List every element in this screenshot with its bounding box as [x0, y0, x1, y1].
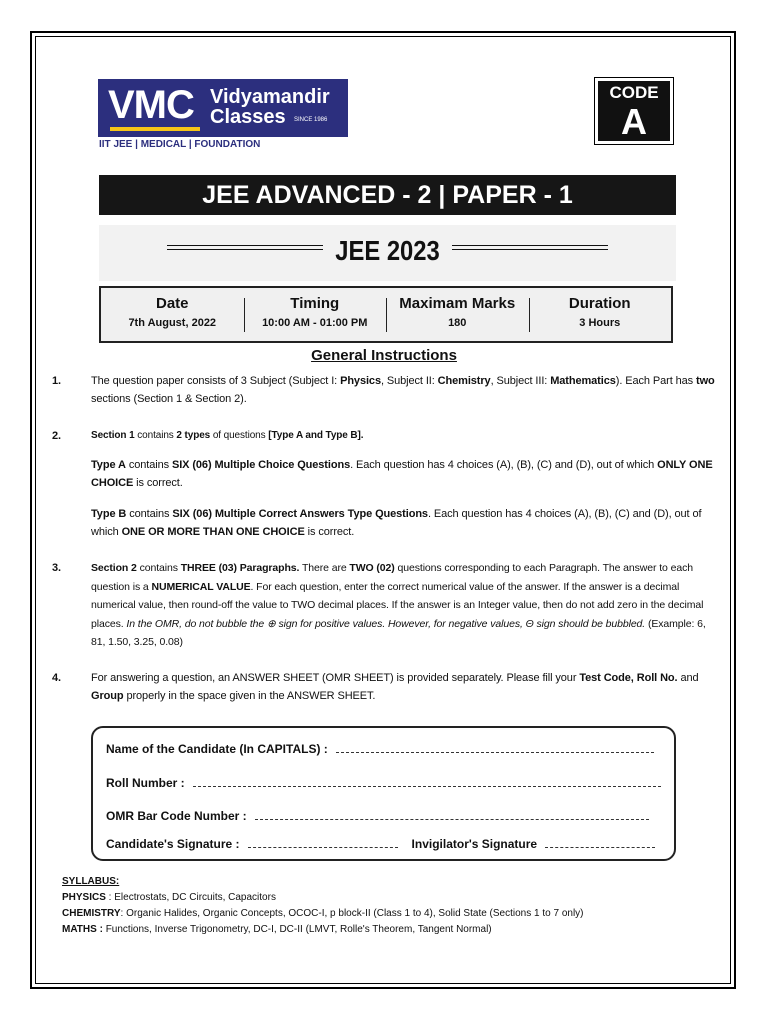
omr-barcode-label: OMR Bar Code Number :: [106, 809, 247, 823]
text: . Each question has 4 choices (A), (B), (C) and (D), out of which: [350, 459, 658, 471]
instruction-4: [52, 669, 716, 705]
info-head: Timing: [290, 295, 340, 312]
candidate-details-box: [91, 726, 676, 861]
omr-barcode-row: [106, 809, 649, 823]
syllabus-topics: : Organic Halides, Organic Concepts, OCOC-I, p block-II (Class 1 to 4), Solid State (Sections 1 to 7 only): [120, 908, 584, 919]
text: ).: [615, 375, 623, 387]
info-marks: [386, 288, 529, 341]
emphasis: ONE OR MORE THAN ONE CHOICE: [121, 526, 305, 538]
info-head: Date: [155, 295, 189, 312]
emphasis: Test Code,: [579, 672, 634, 684]
text: . Each question has 4 choices (A), (B), (C) and (D), out of which: [91, 508, 702, 538]
general-instructions-title: General Instructions: [311, 347, 457, 364]
instruction-number: 1.: [52, 375, 61, 387]
info-value: 180: [448, 317, 467, 329]
text: contains: [136, 562, 181, 574]
info-head: Maximam Marks: [399, 295, 516, 312]
emphasis: Section 2: [91, 562, 137, 574]
text: questions corresponding to each Paragraph. The answer to each question is a: [91, 562, 693, 593]
logo-name-line1: Vidyamandir: [210, 86, 330, 108]
info-head: Duration: [568, 295, 631, 312]
syllabus-subject: MATHS :: [62, 924, 103, 935]
text: is correct.: [304, 526, 355, 538]
text: For answering a question, an ANSWER SHEET (OMR SHEET) is provided separately. Please fill your: [91, 672, 580, 684]
emphasis: ONLY ONE CHOICE: [91, 459, 713, 489]
text: and: [677, 672, 699, 684]
instruction-1: [52, 372, 716, 408]
syllabus-maths: [62, 922, 492, 938]
subject-maths: Mathematics: [550, 375, 616, 387]
syllabus-subject: PHYSICS: [62, 892, 106, 903]
exam-name: JEE 2023: [335, 235, 440, 266]
info-value: 10:00 AM - 01:00 PM: [262, 317, 368, 329]
invigilator-signature-label: Invigilator's Signature: [411, 837, 538, 851]
vmc-logo: [98, 79, 348, 137]
omr-barcode-field[interactable]: [255, 819, 649, 820]
emphasis: Type A: [91, 459, 126, 471]
instruction-number: 2.: [52, 430, 61, 442]
info-duration: [529, 288, 672, 341]
syllabus-chemistry: [62, 906, 584, 922]
candidate-name-field[interactable]: [336, 752, 654, 753]
emphasis: Section 1: [91, 430, 135, 441]
roll-number-field[interactable]: [193, 786, 661, 787]
example-text: (Example: 6, 81, 1.50, 3.25, 0.08): [91, 617, 706, 648]
exam-info-table: [99, 286, 673, 343]
logo-since: SINCE 1986: [294, 117, 328, 123]
emphasis: two: [696, 375, 715, 387]
instruction-number: 3.: [52, 562, 61, 574]
text: is correct.: [133, 477, 183, 489]
code-label: CODE: [609, 83, 659, 102]
syllabus-topics: : Electrostats, DC Circuits, Capacitors: [105, 892, 276, 903]
invigilator-signature-field[interactable]: [545, 847, 655, 848]
emphasis: Group: [91, 690, 124, 702]
roll-number-row: [106, 776, 661, 790]
paper-title: JEE ADVANCED - 2 | PAPER - 1: [99, 175, 676, 215]
emphasis: SIX (06) Multiple Correct Answers Type Questions: [172, 508, 428, 520]
emphasis: [Type A and Type B].: [268, 430, 364, 441]
code-box: [594, 77, 674, 145]
text: contains: [134, 430, 177, 441]
candidate-name-row: [106, 742, 654, 756]
instruction-number: 4.: [52, 672, 61, 684]
candidate-signature-label: Candidate's Signature :: [106, 837, 240, 851]
text: , Subject II:: [380, 375, 438, 387]
text: , Subject III:: [490, 375, 551, 387]
syllabus-subject: CHEMISTRY: [62, 908, 121, 919]
subject-physics: Physics: [340, 375, 381, 387]
candidate-signature-field[interactable]: [248, 847, 398, 848]
exam-banner: [99, 225, 676, 281]
emphasis: THREE (03) Paragraphs.: [180, 562, 300, 574]
info-timing: [244, 288, 387, 341]
emphasis: SIX (06) Multiple Choice Questions: [171, 459, 351, 471]
syllabus-physics: [62, 890, 276, 906]
logo-underline: [110, 127, 200, 131]
text: Each Part has: [625, 375, 697, 387]
info-date: [101, 288, 244, 341]
info-value: 7th August, 2022: [128, 317, 217, 329]
emphasis: Roll No.: [636, 672, 678, 684]
text: of questions: [210, 430, 269, 441]
text: There are: [299, 562, 350, 574]
syllabus-topics: Functions, Inverse Trigonometry, DC-I, DC-II (LMVT, Rolle's Theorem, Tangent Normal): [102, 924, 492, 935]
text: contains: [125, 459, 172, 471]
omr-note: In the OMR, do not bubble the ⊕ sign for positive values. However, for negative values, Θ sign should be bubbled.: [126, 617, 646, 630]
text: sections (Section 1 & Section 2).: [91, 393, 247, 405]
syllabus-title: [62, 874, 119, 890]
syllabus-heading: SYLLABUS:: [62, 876, 120, 887]
emphasis: TWO (02): [349, 562, 395, 574]
logo-tagline: IIT JEE | MEDICAL | FOUNDATION: [99, 139, 261, 150]
text: The question paper consists of 3 Subject (Subject I:: [91, 375, 341, 387]
code-letter: A: [621, 101, 647, 142]
emphasis: NUMERICAL VALUE: [151, 580, 251, 593]
emphasis: 2 types: [176, 430, 211, 441]
instruction-2: [52, 427, 716, 541]
text: properly in the space given in the ANSWER SHEET.: [123, 690, 376, 702]
subject-chemistry: Chemistry: [437, 375, 491, 387]
logo-brand: VMC: [108, 83, 194, 127]
instruction-3: [52, 559, 716, 652]
logo-name-line2: Classes: [210, 106, 286, 128]
text: contains: [126, 508, 173, 520]
emphasis: Type B: [91, 508, 127, 520]
text: . For each question, enter the correct numerical value of the answer. If the answer is a decimal numerical value, then round-off the value to TWO decimal places. If the answer is an Integer value, then do not add zero in the decimal places.: [91, 580, 704, 630]
signature-row: [106, 837, 655, 851]
info-value: 3 Hours: [579, 317, 621, 329]
roll-number-label: Roll Number :: [106, 776, 185, 790]
candidate-name-label: Name of the Candidate (In CAPITALS) :: [106, 742, 328, 756]
